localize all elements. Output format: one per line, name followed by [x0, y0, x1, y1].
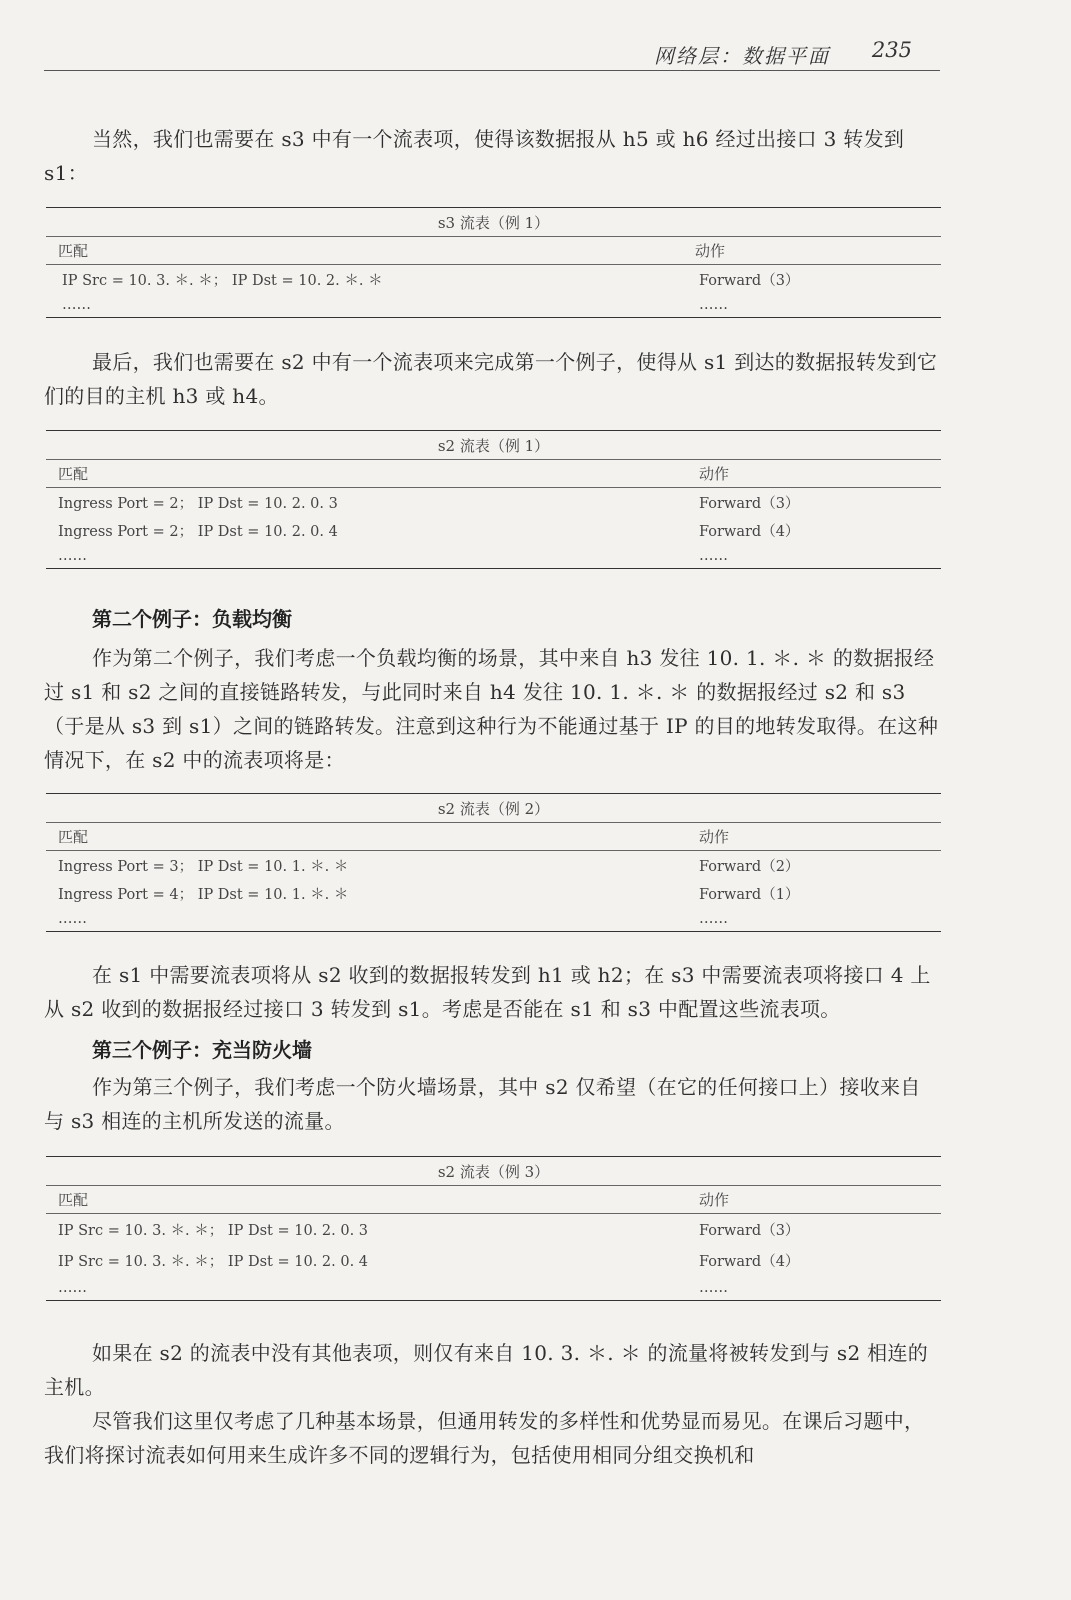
table-caption: s2 流表（例 1） — [46, 431, 941, 460]
match-header: 匹配 — [46, 1186, 699, 1214]
match-cell: Ingress Port = 4； IP Dst = 10. 1. ＊. ＊ — [58, 886, 349, 903]
flow-table-s2-ex3 — [46, 1156, 941, 1301]
match-cell: Ingress Port = 2； IP Dst = 10. 2. 0. 3 — [58, 495, 338, 512]
match-cell: IP Src = 10. 3. ＊. ＊； IP Dst = 10. 2. 0. 4 — [58, 1253, 369, 1270]
action-cell: Forward（3） — [699, 1222, 800, 1239]
action-cell: …… — [699, 1276, 941, 1301]
table-caption: s2 流表（例 2） — [46, 794, 941, 823]
paragraph-2: 最后，我们也需要在 s2 中有一个流表项来完成第一个例子，使得从 s1 到达的数据报转发到它们的目的主机 h3 或 h4。 — [44, 350, 938, 408]
flow-table-s2-ex1 — [46, 430, 941, 569]
match-cell: …… — [46, 544, 699, 569]
action-cell: …… — [699, 907, 941, 932]
paragraph-3: 作为第二个例子，我们考虑一个负载均衡的场景，其中来自 h3 发往 10. 1. ＊. ＊ 的数据报经过 s1 和 s2 之间的直接链路转发，与此同时来自 h4 发往 10. 1. ＊. ＊ 的数据报经过 s2 和 s3（于是从 s3 到 s1）之间的链路转发。注意到这种行为不能通过基于 IP 的目的地转发取得。在这种情况下，在 s2 中的流表项将是： — [44, 646, 939, 772]
action-header: 动作 — [695, 237, 941, 265]
paragraph-5: 作为第三个例子，我们考虑一个防火墙场景，其中 s2 仅希望（在它的任何接口上）接收来自与 s3 相连的主机所发送的流量。 — [44, 1075, 921, 1133]
action-header: 动作 — [699, 460, 941, 488]
match-cell: …… — [46, 907, 699, 932]
match-cell: Ingress Port = 3； IP Dst = 10. 1. ＊. ＊ — [58, 858, 349, 875]
paragraph-1: 当然，我们也需要在 s3 中有一个流表项，使得该数据报从 h5 或 h6 经过出接口 3 转发到 s1： — [44, 127, 905, 185]
paragraph-7: 尽管我们这里仅考虑了几种基本场景，但通用转发的多样性和优势显而易见。在课后习题中，我们将探讨流表如何用来生成许多不同的逻辑行为，包括使用相同分组交换机和 — [44, 1409, 925, 1467]
page-header — [44, 36, 940, 71]
flow-table-s3-ex1 — [46, 207, 941, 318]
match-cell: Ingress Port = 2； IP Dst = 10. 2. 0. 4 — [58, 523, 338, 540]
match-cell: IP Src = 10. 3. ＊. ＊； IP Dst = 10. 2. ＊. ＊ — [62, 272, 383, 289]
action-header: 动作 — [699, 1186, 941, 1214]
section-heading-load-balancing: 第二个例子：负载均衡 — [92, 607, 292, 631]
action-cell: …… — [699, 544, 941, 569]
action-cell: Forward（4） — [699, 523, 800, 540]
section-heading-firewall: 第三个例子：充当防火墙 — [92, 1038, 312, 1062]
action-cell: Forward（2） — [699, 858, 800, 875]
match-header: 匹配 — [46, 460, 699, 488]
action-cell: Forward（3） — [699, 495, 800, 512]
paragraph-6: 如果在 s2 的流表中没有其他表项，则仅有来自 10. 3. ＊. ＊ 的流量将被转发到与 s2 相连的主机。 — [44, 1341, 929, 1399]
match-header: 匹配 — [46, 823, 699, 851]
action-cell: …… — [695, 293, 941, 318]
flow-table-s2-ex2 — [46, 793, 941, 932]
table-caption: s3 流表（例 1） — [46, 208, 941, 237]
running-head: 网络层：数据平面 — [654, 44, 830, 68]
match-cell: …… — [46, 293, 695, 318]
match-header: 匹配 — [46, 237, 695, 265]
paragraph-4: 在 s1 中需要流表项将从 s2 收到的数据报转发到 h1 或 h2；在 s3 中需要流表项将接口 4 上从 s2 收到的数据报经过接口 3 转发到 s1。考虑是否能在 s1 和 s3 中配置这些流表项。 — [44, 963, 931, 1021]
action-header: 动作 — [699, 823, 941, 851]
action-cell: Forward（3） — [699, 272, 800, 289]
page-number: 235 — [871, 38, 912, 62]
match-cell: …… — [46, 1276, 699, 1301]
action-cell: Forward（1） — [699, 886, 800, 903]
match-cell: IP Src = 10. 3. ＊. ＊； IP Dst = 10. 2. 0. 3 — [58, 1222, 369, 1239]
action-cell: Forward（4） — [699, 1253, 800, 1270]
table-caption: s2 流表（例 3） — [46, 1157, 941, 1186]
